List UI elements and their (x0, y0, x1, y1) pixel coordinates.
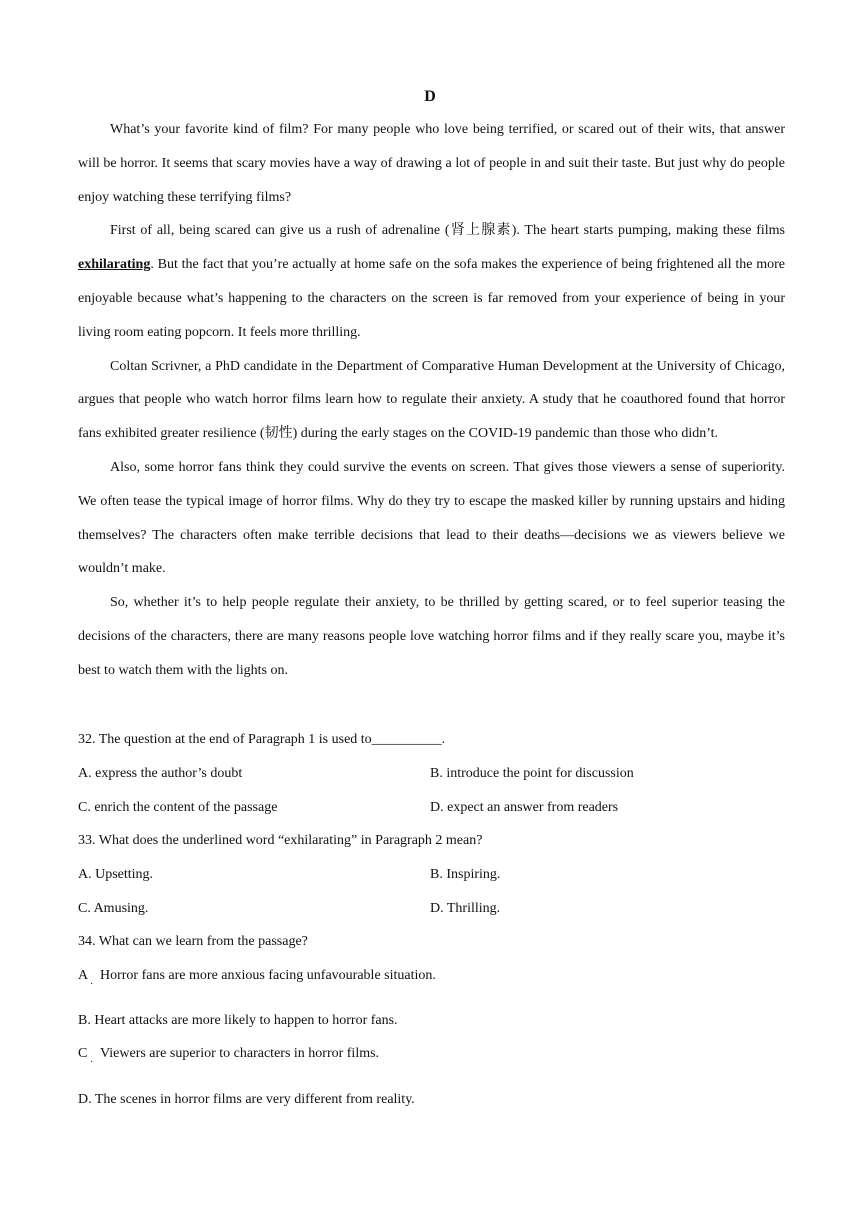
question-32-option-b: B. introduce the point for discussion (430, 766, 634, 781)
paragraph-4: Also, some horror fans think they could survive the events on screen. That gives those viewers a sense of superiority. We often tease the typical image of horror films. Why do they try to escape the masked killer by running upstairs and hiding themselves? The characters often make terrible decisions that lead to their deaths—decisions we as viewers believe we wouldn’t make. (78, 459, 785, 577)
option-dot-a: · (90, 979, 94, 990)
question-34-option-b: B. Heart attacks are more likely to happen to horror fans. (78, 1013, 398, 1028)
paragraph-2-start: First of all, being scared can give us a rush of adrenaline (肾上腺素). The heart starts pumping, making these films (110, 223, 785, 239)
question-34-stem: 34. What can we learn from the passage? (78, 934, 308, 949)
section-title: D (424, 88, 436, 105)
question-34-option-d: D. The scenes in horror films are very different from reality. (78, 1092, 415, 1107)
paragraph-5: So, whether it’s to help people regulate their anxiety, to be thrilled by getting scared, or to feel superior teasing the decisions of the characters, there are many reasons people love watching horror films and if they really scare you, maybe it’s best to watch them with the lights on. (78, 595, 785, 678)
question-32-option-a: A. express the author’s doubt (78, 766, 243, 781)
option-text-c: Viewers are superior to characters in horror films. (100, 1046, 380, 1061)
paragraph-2 (78, 214, 785, 349)
option-text-a: Horror fans are more anxious facing unfavourable situation. (100, 968, 436, 983)
question-33-option-d: D. Thrilling. (430, 901, 501, 916)
question-32-option-d: D. expect an answer from readers (430, 800, 619, 815)
question-33-option-a: A. Upsetting. (78, 867, 154, 882)
underlined-word: exhilarating (78, 257, 151, 273)
question-33-option-c: C. Amusing. (78, 901, 149, 916)
question-32-stem: 32. The question at the end of Paragraph 1 is used to__________. (78, 732, 446, 747)
option-letter-a: A · (78, 968, 94, 990)
reading-passage (78, 113, 785, 688)
option-dot-c: · (90, 1057, 94, 1068)
question-33-stem: 33. What does the underlined word “exhilarating” in Paragraph 2 mean? (78, 833, 483, 848)
option-letter-c: C · (78, 1046, 94, 1068)
question-34-option-c (78, 1044, 380, 1068)
paragraph-1: What’s your favorite kind of film? For many people who love being terrified, or scared out of their wits, that answer will be horror. It seems that scary movies have a way of drawing a lot of people in and suit their taste. But just why do people enjoy watching these terrifying films? (78, 122, 785, 205)
paragraph-2-end: . But the fact that you’re actually at home safe on the sofa makes the experience of being frightened all the more enjoyable because what’s happening to the characters on the screen is far removed from your experience of being in your living room eating popcorn. It feels more thrilling. (78, 257, 785, 340)
paragraph-3: Coltan Scrivner, a PhD candidate in the Department of Comparative Human Development at the University of Chicago, argues that people who watch horror films learn how to regulate their anxiety. A study that he coauthored found that horror fans exhibited greater resilience (韧性) during the early stages on the COVID-19 pandemic than those who didn’t. (78, 358, 785, 442)
question-33-option-b: B. Inspiring. (430, 867, 501, 882)
question-34-option-a (78, 966, 436, 990)
question-32-option-c: C. enrich the content of the passage (78, 800, 278, 815)
